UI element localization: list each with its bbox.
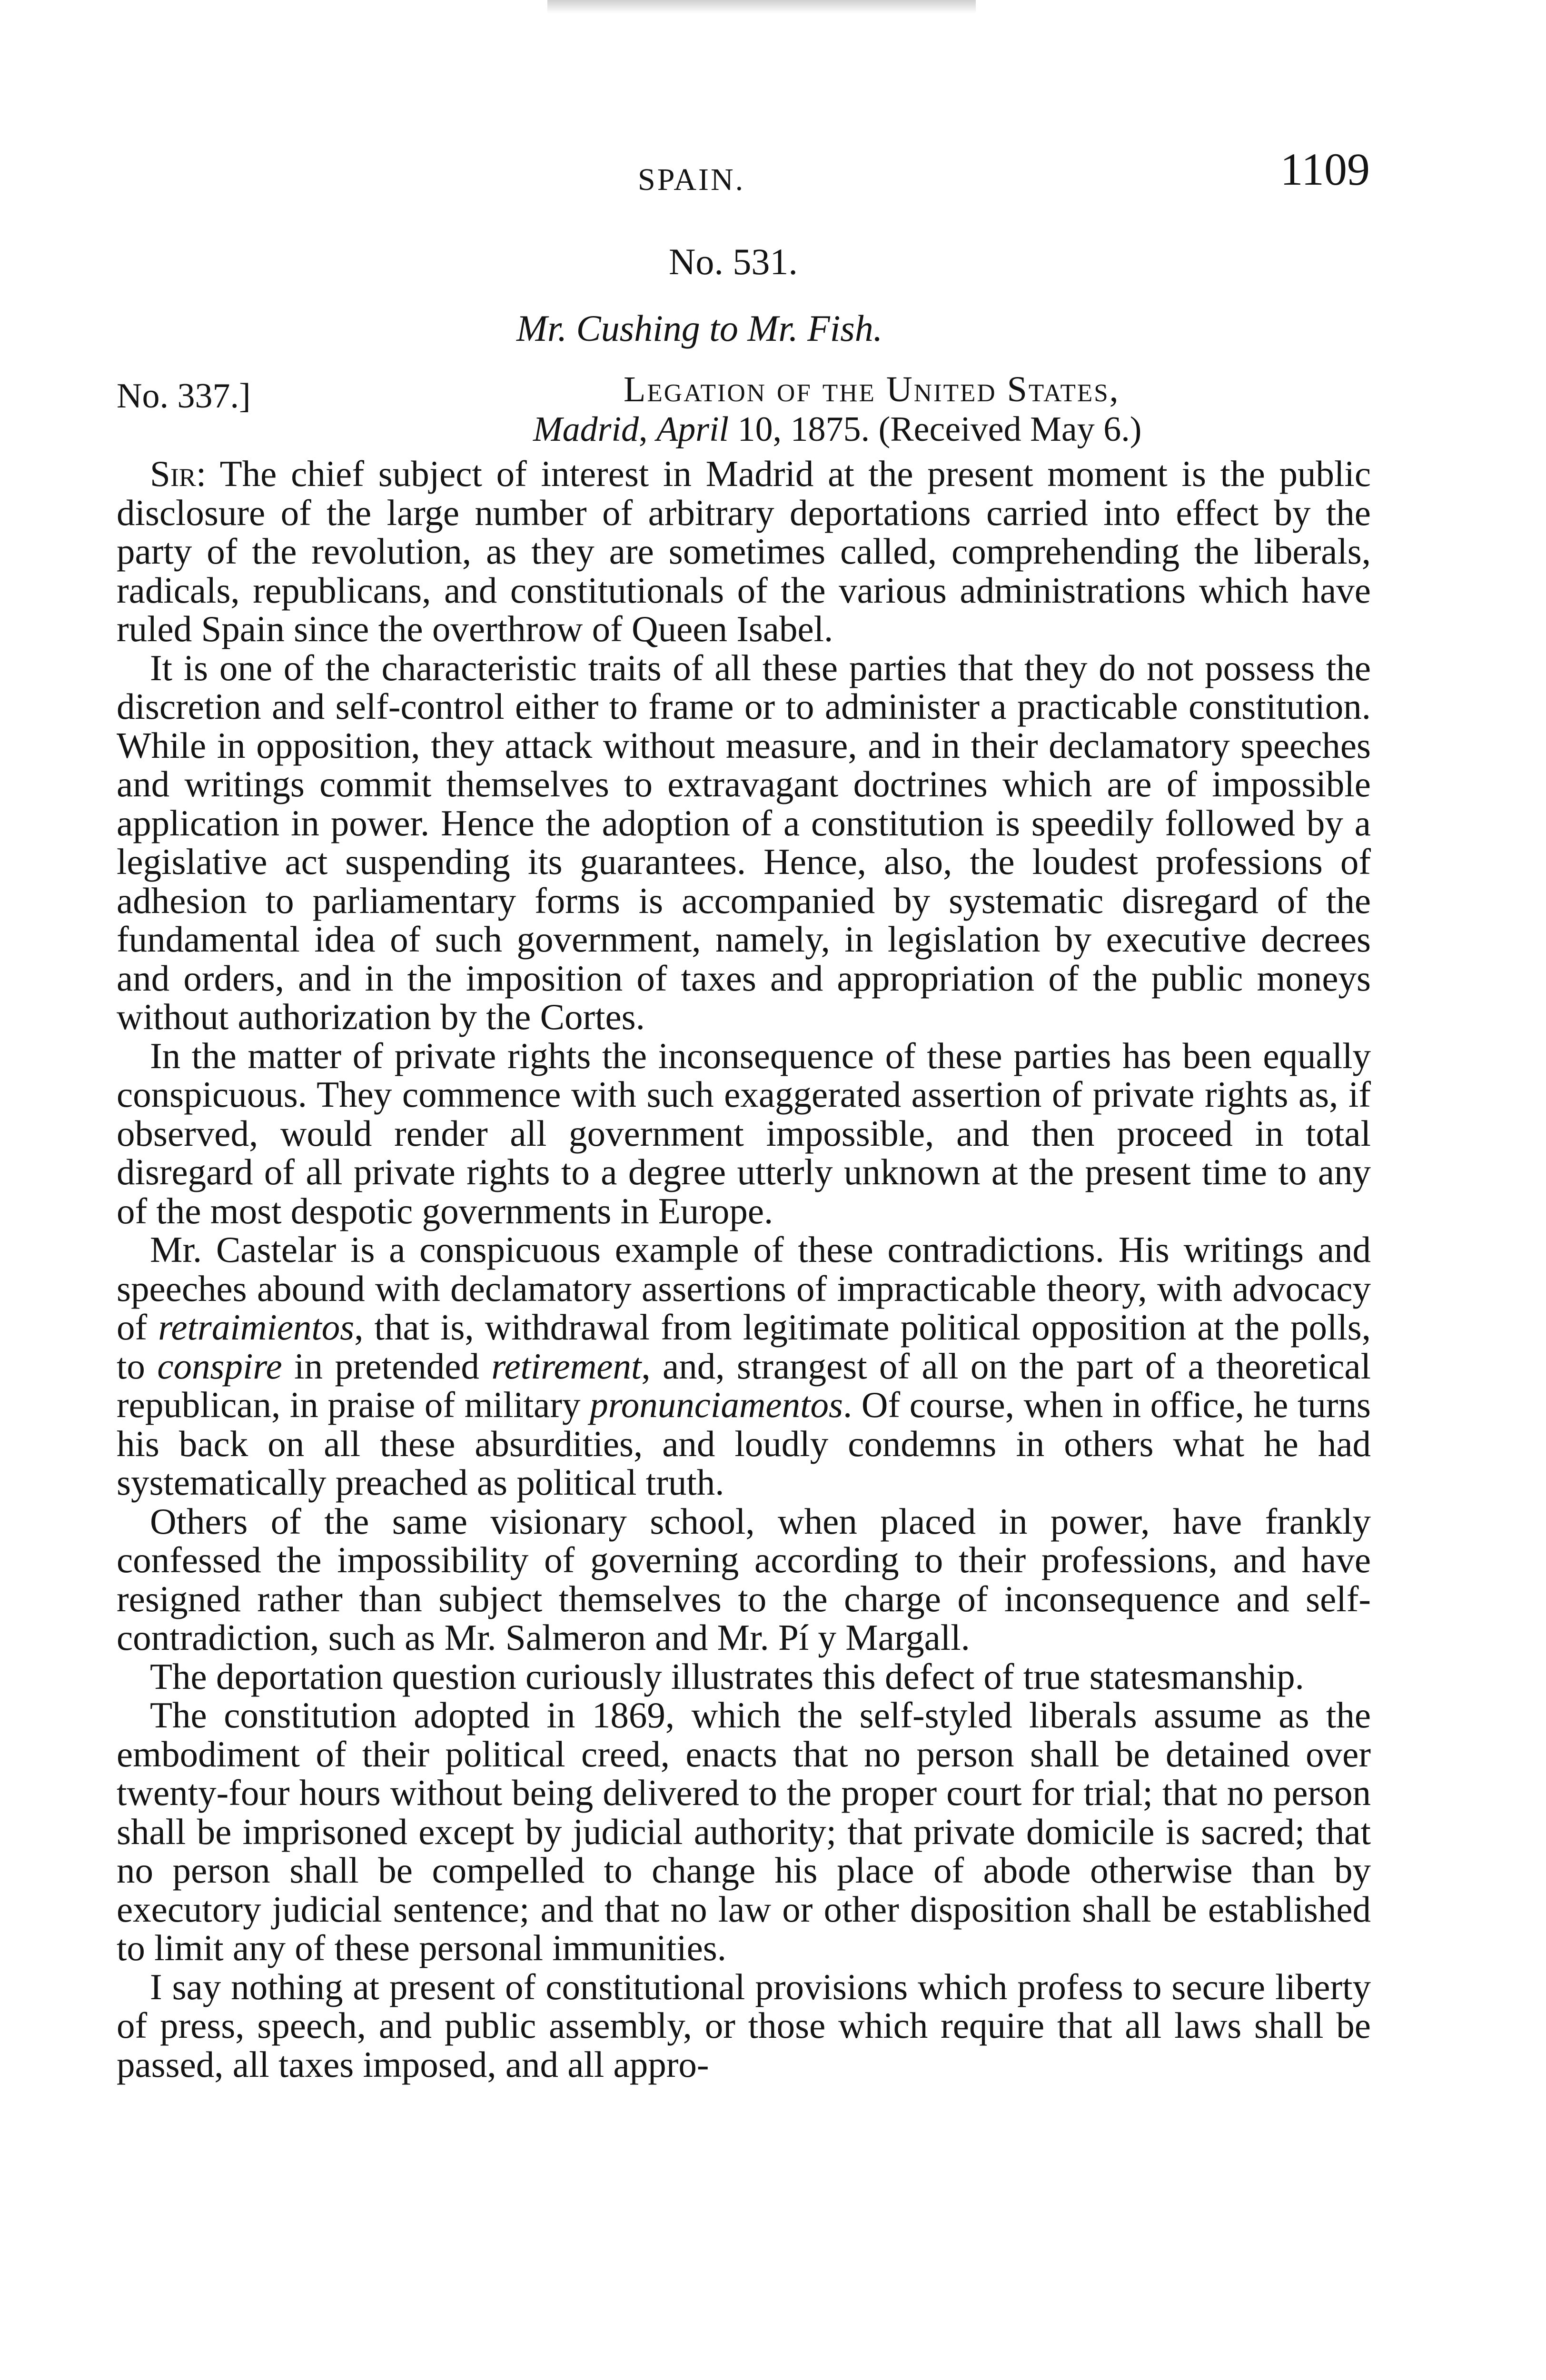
- paragraph-4-part-e: . Of course, when in office, he turns his back on all these absurdities, and loudly condemns in others what he had systematically preached as political truth.: [117, 1384, 1371, 1503]
- dateline-separator: ,: [639, 410, 656, 449]
- paragraph-4-part-a: Mr. Castelar is a conspicuous example of these contradictions. His writings and speeches abound with declamatory assertions of impracticable theory, with advocacy of: [117, 1229, 1371, 1348]
- dateline: [533, 409, 1141, 450]
- term-pronunciamentos: pronunciamentos: [590, 1384, 843, 1425]
- paragraph-8: I say nothing at present of constitutional provisions which profess to secure liberty of press, speech, and public assembly, or those which require that all laws shall be passed, all taxes imposed, and all appro-: [117, 1966, 1371, 2085]
- scan-smudge: [547, 0, 976, 13]
- paragraph-4-part-b: , that is, withdrawal from legitimate political opposition at the polls, to: [117, 1307, 1371, 1387]
- paragraph-4-part-d: , and, strangest of all on the part of a theoretical republican, in praise of military: [117, 1345, 1371, 1425]
- dateline-place: Madrid: [533, 410, 639, 449]
- paragraph-7: The constitution adopted in 1869, which the self-styled liberals assume as the embodiment of their political creed, enacts that no person shall be detained over twenty-four hours without being delivered to the proper court for trial; that no person shall be imprisoned except by judicial authority; that private domicile is sacred; that no person shall be compelled to change his place of abode otherwise than by executory judicial sentence; and that no law or other disposition shall be established to limit any of these personal immunities.: [117, 1695, 1371, 1968]
- letter-body: [117, 455, 1371, 2084]
- legation-heading: Legation of the United States,: [624, 369, 1120, 409]
- term-conspire: conspire: [157, 1345, 282, 1387]
- dispatch-number: No. 337.]: [117, 377, 251, 416]
- paragraph-2: It is one of the characteristic traits of all these parties that they do not possess the discretion and self-control either to frame or to administer a practicable constitution. While in opposition, they attack without measure, and in their declamatory speeches and writings commit themselves to extravagant doctrines which are of impossible application in power. Hence the adoption of a constitution is speedily followed by a legislative act suspending its guarantees. Hence, also, the loudest professions of adhesion to parliamentary forms is accompanied by systematic disregard of the fundamental idea of such government, namely, in legislation by executive decrees and orders, and in the imposition of taxes and appropriation of the public moneys without authorization by the Cortes.: [117, 647, 1371, 1037]
- running-head: SPAIN.: [638, 162, 745, 197]
- paragraph-4: [117, 1230, 1371, 1502]
- correspondents-heading: Mr. Cushing to Mr. Fish.: [516, 307, 883, 349]
- paragraph-5: Others of the same visionary school, when placed in power, have frankly confessed the impossibility of governing according to their professions, and have resigned rather than subject themselves to the charge of inconsequence and self-contradiction, such as Mr. Salmeron and Mr. Pí y Margall.: [117, 1500, 1371, 1658]
- document-number: No. 531.: [669, 241, 798, 282]
- paragraph-1-text: : The chief subject of interest in Madrid at the present moment is the public disclosure of the large number of arbitrary deportations carried into effect by the party of the revolution, as they are sometimes called, comprehending the liberals, radicals, republicans, and constitutionals of the various administrations which have ruled Spain since the overthrow of Queen Isabel.: [117, 453, 1371, 649]
- paragraph-6: The deportation question curiously illustrates this defect of true statesmanship.: [150, 1656, 1304, 1697]
- paragraph-3: In the matter of private rights the inconsequence of these parties has been equally conspicuous. They commence with such exaggerated assertion of private rights as, if observed, would render all government impossible, and then proceed in total disregard of all private rights to a degree utterly unknown at the present time to any of the most despotic governments in Europe.: [117, 1035, 1371, 1231]
- dateline-rest: 10, 1875. (Received May 6.): [729, 410, 1142, 449]
- paragraph-4-part-c: in pretended: [282, 1345, 492, 1387]
- term-retirement: retirement: [491, 1345, 642, 1387]
- paragraph-1: [117, 455, 1371, 649]
- salutation: Sir: [150, 453, 196, 494]
- dateline-month: April: [656, 410, 729, 449]
- page-number: 1109: [1280, 144, 1370, 195]
- term-retraimientos: retraimientos: [158, 1307, 355, 1348]
